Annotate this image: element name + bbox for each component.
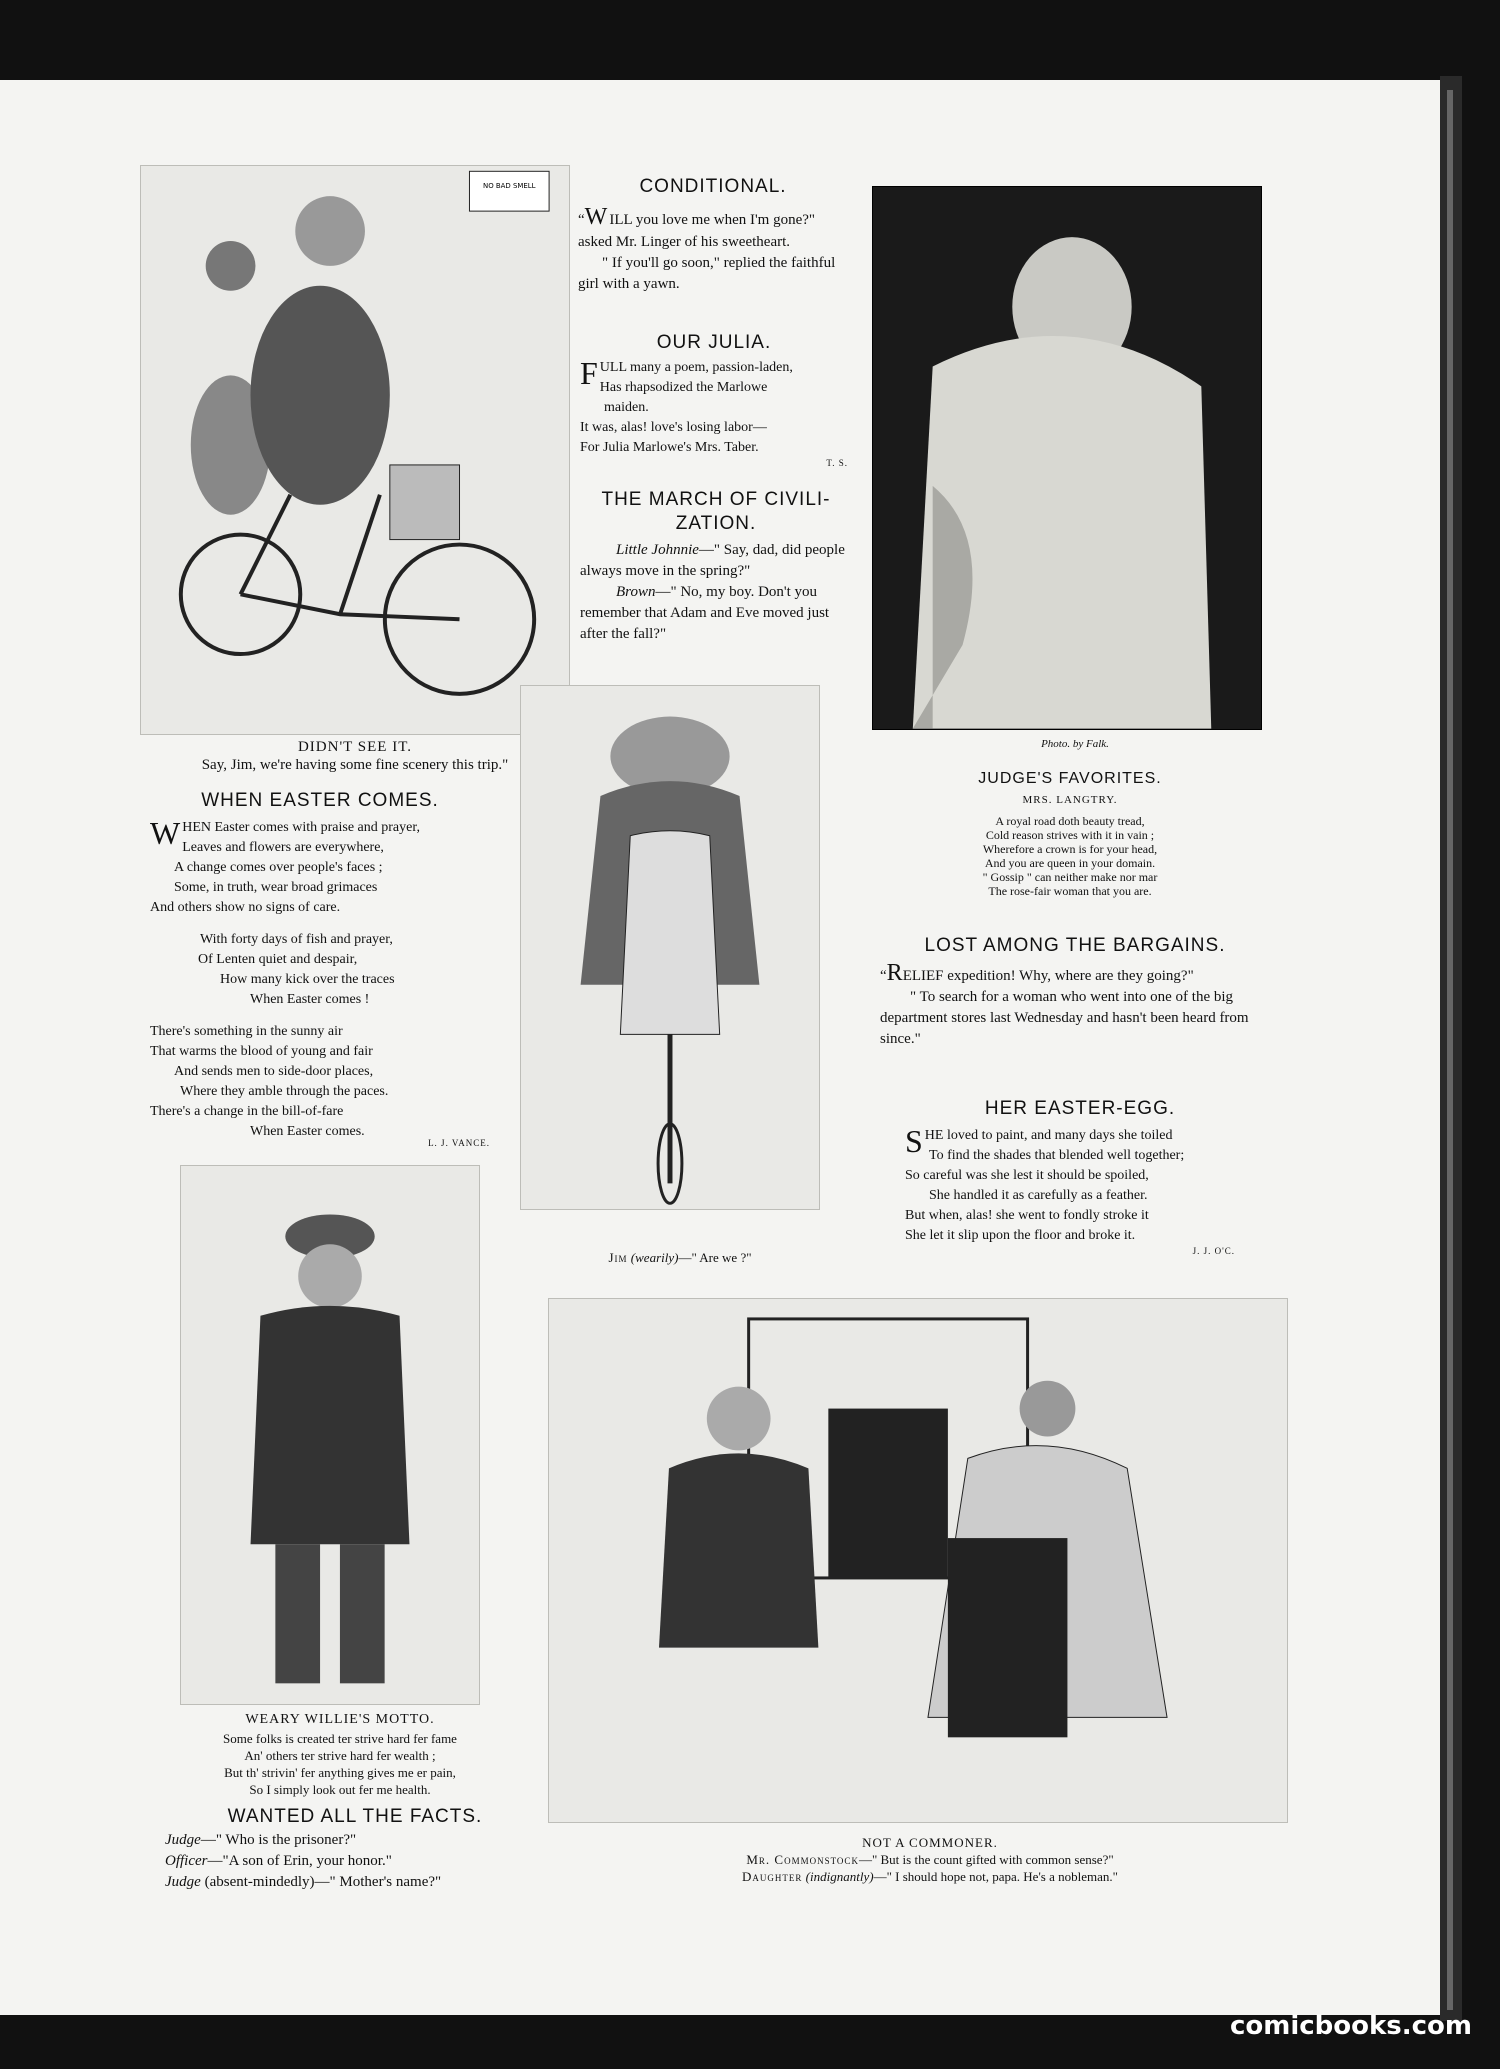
photo-credit: Photo. by Falk. [1041, 738, 1109, 750]
tandem-bicycle-drawing [141, 166, 569, 734]
easter-s2-line-2: Of Lenten quiet and despair, [198, 952, 358, 967]
our-julia-line-1: ULL many a poem, passion-laden, [599, 360, 793, 375]
willie-poem [150, 1730, 530, 1798]
her-easter-egg [905, 1098, 1255, 1256]
easter-s2-line-3: How many kick over the traces [220, 972, 395, 987]
judges-line-5: " Gossip " can neither make nor mar [982, 870, 1158, 884]
march-p2 [580, 582, 852, 645]
easter-s1-line-1: HEN Easter comes with praise and prayer, [182, 820, 420, 835]
judges-line-6: The rose-fair woman that you are. [988, 884, 1152, 898]
woman-portrait-photo [872, 186, 1262, 730]
willie-line-4: So I simply look out fer me health. [249, 1782, 431, 1797]
march-quote-2: —" No, my boy. Don't you remember that Adam and Eve moved just after the fall?" [580, 584, 830, 642]
easter-stanza-1 [150, 815, 490, 918]
didnt-see-it-title: DIDN'T SEE IT. [297, 739, 413, 755]
easter-s1-line-2: Leaves and flowers are everywhere, [182, 840, 384, 855]
easter-s3-line-2: That warms the blood of young and fair [150, 1044, 373, 1059]
judges-line-1: A royal road doth beauty tread, [995, 814, 1145, 828]
signpost [469, 171, 549, 211]
easter-s3-line-1: There's something in the sunny air [150, 1024, 343, 1039]
when-easter-comes-title: WHEN EASTER COMES. [201, 790, 439, 811]
easter-s3-line-4: Where they amble through the paces. [180, 1084, 389, 1099]
commoner-stage-direction: (indignantly) [805, 1869, 874, 1884]
march-speaker-1: Little Johnnie [616, 542, 699, 558]
willie-line-1: Some folks is created ter strive hard fer fame [223, 1731, 457, 1746]
facts-speaker-2: Officer [165, 1853, 208, 1869]
our-julia-line-2: Has rhapsodized the Marlowe [599, 380, 768, 395]
our-julia-line-5: For Julia Marlowe's Mrs. Taber. [580, 440, 759, 455]
easter-signature: L. J. VANCE. [428, 1138, 490, 1148]
egg-poem [905, 1123, 1255, 1246]
facts-speaker-3: Judge [165, 1874, 201, 1890]
jim-speaker: Jim [608, 1250, 628, 1265]
jim-line: —" Are we ?" [678, 1250, 752, 1265]
tramp-photo-illustration [180, 1165, 480, 1705]
facts-quote-2: —"A son of Erin, your honor." [207, 1853, 392, 1869]
wanted-all-facts [165, 1806, 545, 1893]
facts-line-2 [165, 1851, 545, 1872]
judges-line-2: Cold reason strives with it in vain ; [985, 828, 1155, 842]
egg-line-4: She handled it as carefully as a feather. [929, 1188, 1148, 1203]
willie-line-3: But th' strivin' fer anything gives me er pain, [224, 1765, 456, 1780]
judges-favorites-subtitle: MRS. LANGTRY. [1022, 794, 1118, 806]
when-easter-comes-poem [150, 790, 490, 1148]
lost-p1-text: ELIEF expedition! Why, where are they going?" [902, 968, 1194, 984]
facts-title: WANTED ALL THE FACTS. [227, 1806, 483, 1827]
easter-s2-line-4: When Easter comes ! [250, 992, 370, 1007]
didnt-see-it-line: Say, Jim, we're having some fine scenery this trip." [201, 757, 509, 773]
commoner-line-2 [560, 1868, 1300, 1885]
commoner-title: NOT A COMMONER. [862, 1835, 998, 1850]
commoner-speaker-2: Daughter [742, 1869, 803, 1884]
our-julia-line-3: maiden. [604, 400, 649, 415]
lost-title: LOST AMONG THE BARGAINS. [924, 935, 1226, 956]
egg-line-6: She let it slip upon the floor and broke it. [905, 1228, 1136, 1243]
facts-speaker-1: Judge [165, 1832, 201, 1848]
didnt-see-it-caption [140, 738, 570, 774]
egg-line-1: HE loved to paint, and many days she toiled [924, 1128, 1173, 1143]
easter-s2-line-1: With forty days of fish and prayer, [200, 932, 393, 947]
egg-dropcap: S [905, 1123, 923, 1159]
conditional-paragraph-1 [578, 202, 848, 253]
facts-line-3 [165, 1872, 545, 1893]
easter-stanza-3 [150, 1022, 490, 1142]
easter-s1-line-5: And others show no signs of care. [150, 900, 341, 915]
conditional-article [578, 176, 848, 295]
egg-line-2: To find the shades that blended well together; [929, 1148, 1185, 1163]
judges-favorites-title: JUDGE'S FAVORITES. [978, 770, 1162, 787]
judges-line-4: And you are queen in your domain. [984, 856, 1156, 870]
jim-stage-direction: (wearily) [630, 1250, 679, 1265]
our-julia-article [580, 332, 848, 468]
easter-dropcap: W [150, 815, 181, 851]
cyclist-back-illustration [520, 685, 820, 1210]
cyclist-drawing [521, 686, 819, 1209]
judges-favorites-poem [880, 814, 1260, 898]
egg-line-3: So careful was she lest it should be spoiled, [905, 1168, 1149, 1183]
march-title: THE MARCH OF CIVILI-ZATION. [601, 489, 831, 534]
our-julia-dropcap: F [580, 355, 598, 391]
facts-quote-3: (absent-mindedly)—" Mother's name?" [200, 1874, 442, 1890]
tramp-drawing [181, 1166, 479, 1704]
our-julia-poem [580, 355, 848, 468]
commoner-speaker-1: Mr. Commonstock [746, 1852, 859, 1867]
weary-willie [150, 1712, 530, 1798]
watermark: comicbooks.com [1229, 2011, 1472, 2041]
signpost-text: NO BAD SMELL [483, 182, 536, 191]
commoner-quote-1: —" But is the count gifted with common sense?" [858, 1852, 1114, 1867]
parlor-drawing [549, 1299, 1287, 1822]
our-julia-line-4: It was, alas! love's losing labor— [580, 420, 767, 435]
our-julia-signature: T. S. [826, 458, 848, 468]
willie-title: WEARY WILLIE'S MOTTO. [245, 1712, 435, 1727]
facts-line-1 [165, 1830, 545, 1851]
judges-line-3: Wherefore a crown is for your head, [982, 842, 1158, 856]
our-julia-title: OUR JULIA. [656, 332, 772, 353]
conditional-p1: ILL you love me when I'm gone?" asked Mr. Linger of his sweetheart. [578, 212, 816, 250]
willie-line-2: An' others ter strive hard fer wealth ; [244, 1748, 436, 1763]
easter-s1-line-3: A change comes over people's faces ; [174, 860, 383, 875]
conditional-p2: " If you'll go soon," replied the faithful girl with a yawn. [578, 255, 836, 292]
egg-line-5: But when, alas! she went to fondly stroke it [905, 1208, 1149, 1223]
conditional-title: CONDITIONAL. [639, 176, 787, 197]
commoner-line-1 [560, 1851, 1300, 1868]
easter-stanza-2 [150, 930, 490, 1010]
lost-dropcap: R [886, 960, 903, 986]
judges-favorites [880, 770, 1260, 898]
egg-title: HER EASTER-EGG. [984, 1098, 1176, 1119]
easter-s3-line-6: When Easter comes. [250, 1124, 365, 1139]
easter-s3-line-3: And sends men to side-door places, [174, 1064, 374, 1079]
commoner-quote-2: —" I should hope not, papa. He's a nobleman." [873, 1869, 1118, 1884]
portrait-drawing [873, 187, 1261, 729]
tandem-bicycle-illustration [140, 165, 570, 735]
lost-p2: " To search for a woman who went into one of the big department stores last Wednesday and hasn't been heard from since." [880, 989, 1249, 1047]
easter-s1-line-4: Some, in truth, wear broad grimaces [174, 880, 378, 895]
lost-among-bargains [880, 935, 1270, 1050]
march-speaker-2: Brown [616, 584, 656, 600]
page-binding-line [1447, 90, 1453, 2010]
march-quote-1: —" Say, dad, did people always move in the spring?" [580, 542, 845, 579]
easter-s3-line-5: There's a change in the bill-of-fare [150, 1104, 344, 1119]
march-p1 [580, 540, 852, 582]
conditional-open-quote: “ [578, 212, 585, 228]
march-article [580, 488, 852, 645]
jim-caption [560, 1250, 800, 1266]
conditional-dropcap: W [584, 204, 608, 230]
not-a-commoner-caption [560, 1834, 1300, 1885]
lost-p1: “RELIEF expedition! Why, where are they going?" [880, 960, 1194, 986]
facts-quote-1: —" Who is the prisoner?" [200, 1832, 357, 1848]
egg-signature: J. J. O'C. [1192, 1246, 1235, 1256]
parlor-scene-illustration [548, 1298, 1288, 1823]
